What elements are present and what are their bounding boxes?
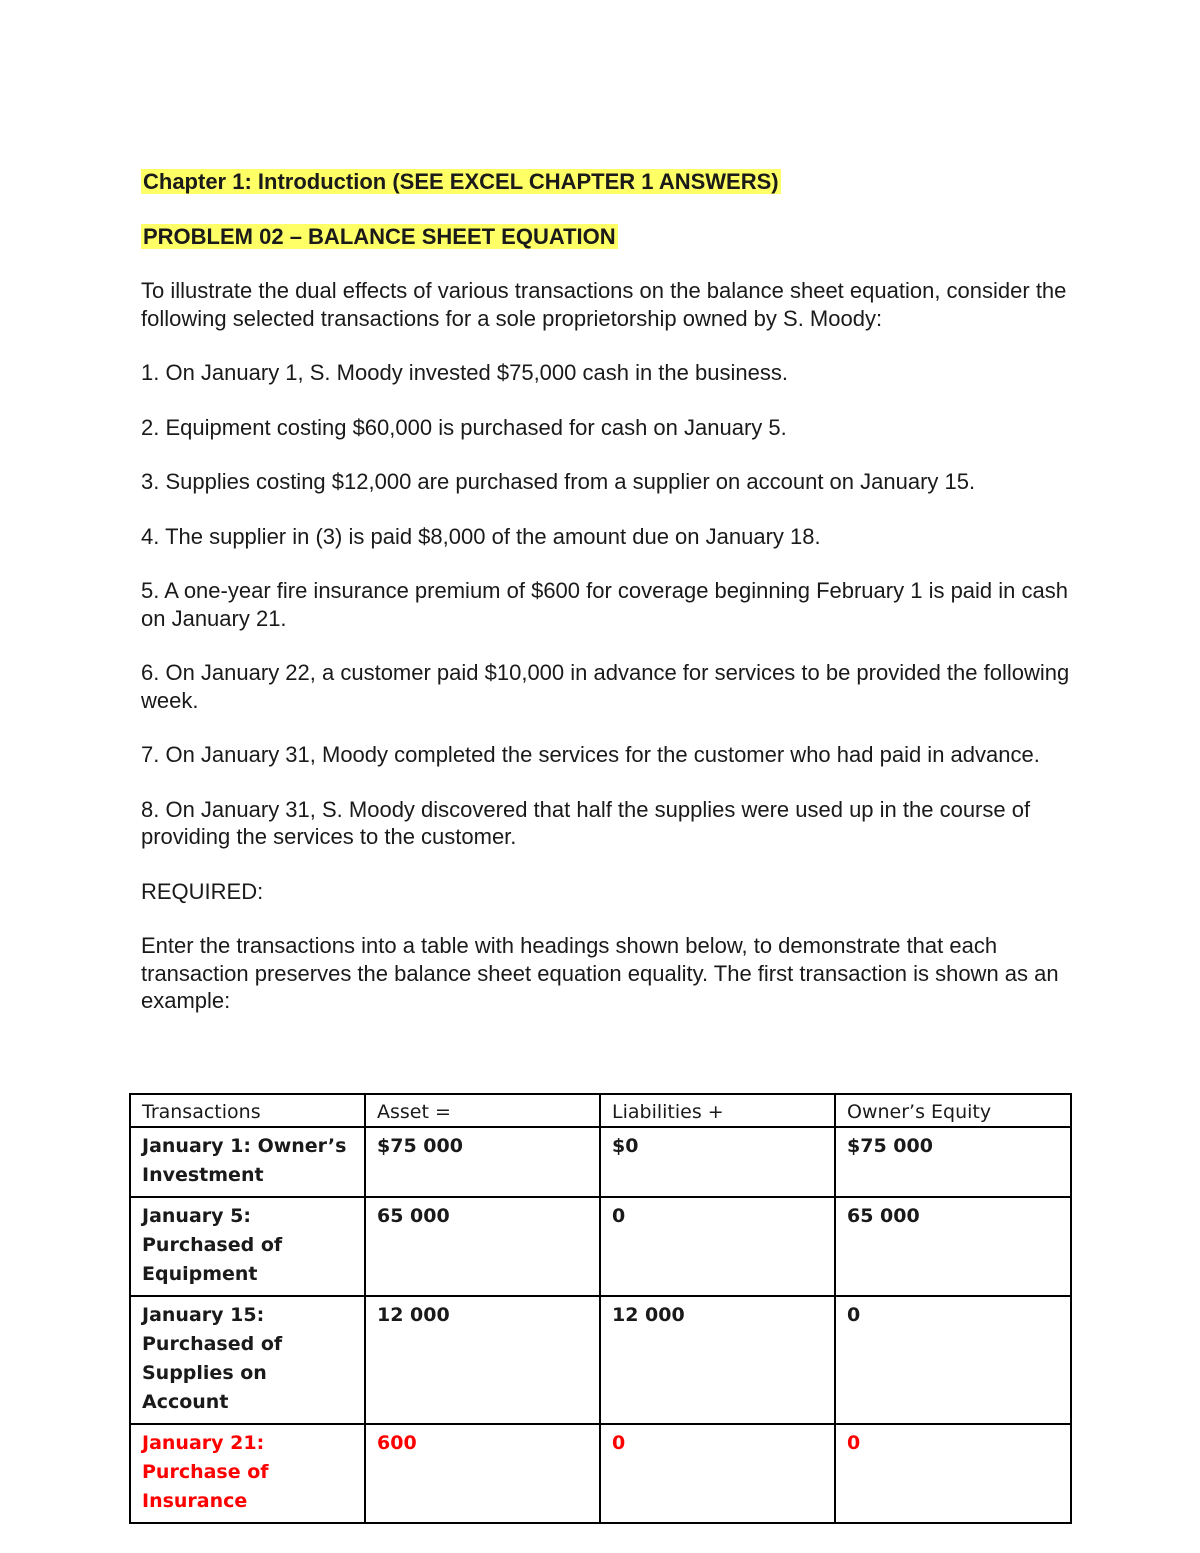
cell-transaction: January 1: Owner’s Investment	[130, 1127, 365, 1197]
table-row	[130, 1296, 1071, 1424]
header-owners-equity: Owner’s Equity	[835, 1094, 1071, 1127]
transactions-table	[129, 1093, 1072, 1524]
cell-owners-equity: $75 000	[835, 1127, 1071, 1197]
cell-liabilities: 0	[600, 1424, 835, 1523]
cell-liabilities: 12 000	[600, 1296, 835, 1424]
cell-owners-equity: 0	[835, 1296, 1071, 1424]
list-item: 3. Supplies costing $12,000 are purchased from a supplier on account on January 15.	[141, 469, 976, 494]
table-row	[130, 1127, 1071, 1197]
problem-heading	[141, 223, 1071, 251]
cell-asset: $75 000	[365, 1127, 600, 1197]
list-item: 7. On January 31, Moody completed the services for the customer who had paid in advance.	[141, 742, 1040, 767]
list-item: 5. A one-year fire insurance premium of $600 for coverage beginning February 1 is paid in cash on January 21.	[141, 578, 1068, 631]
cell-owners-equity: 0	[835, 1424, 1071, 1523]
document-page	[141, 168, 1071, 1042]
cell-transaction: January 15: Purchased of Supplies on Account	[130, 1296, 365, 1424]
list-item: 8. On January 31, S. Moody discovered that half the supplies were used up in the course of providing the services to the customer.	[141, 796, 1031, 849]
header-asset: Asset =	[365, 1094, 600, 1127]
list-item: 1. On January 1, S. Moody invested $75,000 cash in the business.	[141, 360, 788, 385]
cell-liabilities: $0	[600, 1127, 835, 1197]
table-row-highlighted	[130, 1424, 1071, 1523]
header-liabilities: Liabilities +	[600, 1094, 835, 1127]
header-transactions: Transactions	[130, 1094, 365, 1127]
cell-transaction: January 21: Purchase of Insurance	[130, 1424, 365, 1523]
table-row	[130, 1197, 1071, 1296]
cell-liabilities: 0	[600, 1197, 835, 1296]
list-item: 4. The supplier in (3) is paid $8,000 of the amount due on January 18.	[141, 523, 821, 549]
intro-paragraph: To illustrate the dual effects of various transactions on the balance sheet equation, consider the following selected transactions for a sole proprietorship owned by S. Moody:	[141, 278, 1067, 331]
cell-owners-equity: 65 000	[835, 1197, 1071, 1296]
chapter-heading	[141, 168, 1071, 196]
required-label: REQUIRED:	[141, 878, 264, 904]
cell-transaction: January 5: Purchased of Equipment	[130, 1197, 365, 1296]
cell-asset: 600	[365, 1424, 600, 1523]
cell-asset: 65 000	[365, 1197, 600, 1296]
chapter-heading-text: Chapter 1: Introduction (SEE EXCEL CHAPTER 1 ANSWERS)	[143, 169, 779, 194]
problem-heading-text: PROBLEM 02 – BALANCE SHEET EQUATION	[143, 223, 616, 249]
cell-asset: 12 000	[365, 1296, 600, 1424]
table-header-row	[130, 1094, 1071, 1127]
list-item: 2. Equipment costing $60,000 is purchased for cash on January 5.	[141, 414, 787, 440]
instruction-paragraph: Enter the transactions into a table with headings shown below, to demonstrate that each transaction preserves the balance sheet equation equality. The first transaction is shown as an example:	[141, 933, 1059, 1013]
list-item: 6. On January 22, a customer paid $10,000 in advance for services to be provided the following week.	[141, 660, 1070, 713]
